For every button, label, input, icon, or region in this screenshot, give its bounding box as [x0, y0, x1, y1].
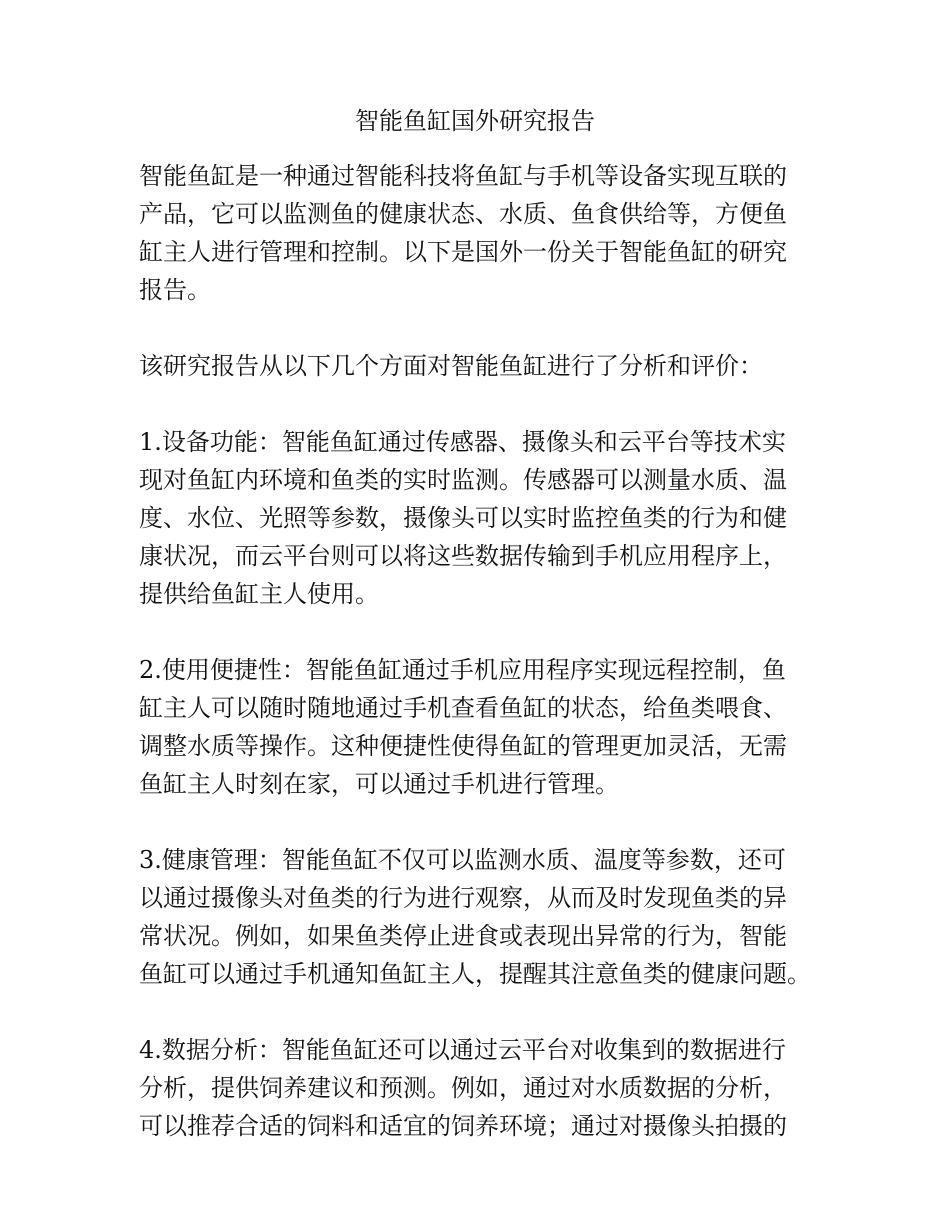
text-line: 鱼缸主人时刻在家，可以通过手机进行管理。	[139, 770, 619, 798]
text-line: 该研究报告从以下几个方面对智能鱼缸进行了分析和评价：	[139, 352, 763, 380]
paragraph	[139, 423, 839, 613]
paragraph	[139, 1031, 839, 1145]
paragraph	[139, 347, 839, 385]
paragraph-gap	[139, 803, 839, 841]
text-line: 常状况。例如，如果鱼类停止进食或表现出异常的行为，智能	[139, 922, 787, 950]
paragraph-gap	[139, 309, 839, 347]
text-line: 报告。	[139, 276, 211, 304]
text-line: 提供给鱼缸主人使用。	[139, 580, 379, 608]
text-line: 鱼缸可以通过手机通知鱼缸主人，提醒其注意鱼类的健康问题。	[139, 960, 811, 988]
text-line: 2.使用便捷性：智能鱼缸通过手机应用程序实现远程控制，鱼	[139, 656, 786, 684]
text-line: 缸主人进行管理和控制。以下是国外一份关于智能鱼缸的研究	[139, 238, 787, 266]
text-line: 4.数据分析：智能鱼缸还可以通过云平台对收集到的数据进行	[139, 1036, 786, 1064]
paragraph-gap	[139, 385, 839, 423]
text-line: 现对鱼缸内环境和鱼类的实时监测。传感器可以测量水质、温	[139, 466, 787, 494]
text-line: 以通过摄像头对鱼类的行为进行观察，从而及时发现鱼类的异	[139, 884, 787, 912]
text-line: 3.健康管理：智能鱼缸不仅可以监测水质、温度等参数，还可	[139, 846, 786, 874]
paragraph	[139, 157, 839, 309]
text-line: 调整水质等操作。这种便捷性使得鱼缸的管理更加灵活，无需	[139, 732, 787, 760]
paragraph-gap	[139, 613, 839, 651]
text-line: 智能鱼缸是一种通过智能科技将鱼缸与手机等设备实现互联的	[139, 162, 787, 190]
paragraph-gap	[139, 993, 839, 1031]
text-line: 产品，它可以监测鱼的健康状态、水质、鱼食供给等，方便鱼	[139, 200, 787, 228]
paragraph	[139, 651, 839, 803]
text-line: 1.设备功能：智能鱼缸通过传感器、摄像头和云平台等技术实	[139, 428, 786, 456]
text-line: 分析，提供饲养建议和预测。例如，通过对水质数据的分析，	[139, 1074, 787, 1102]
text-line: 康状况，而云平台则可以将这些数据传输到手机应用程序上，	[139, 542, 787, 570]
document-title: 智能鱼缸国外研究报告	[355, 107, 595, 135]
text-line: 缸主人可以随时随地通过手机查看鱼缸的状态，给鱼类喂食、	[139, 694, 787, 722]
document-body	[139, 157, 839, 1145]
paragraph	[139, 841, 839, 993]
text-line: 度、水位、光照等参数，摄像头可以实时监控鱼类的行为和健	[139, 504, 787, 532]
text-line: 可以推荐合适的饲料和适宜的饲养环境；通过对摄像头拍摄的	[139, 1112, 787, 1140]
